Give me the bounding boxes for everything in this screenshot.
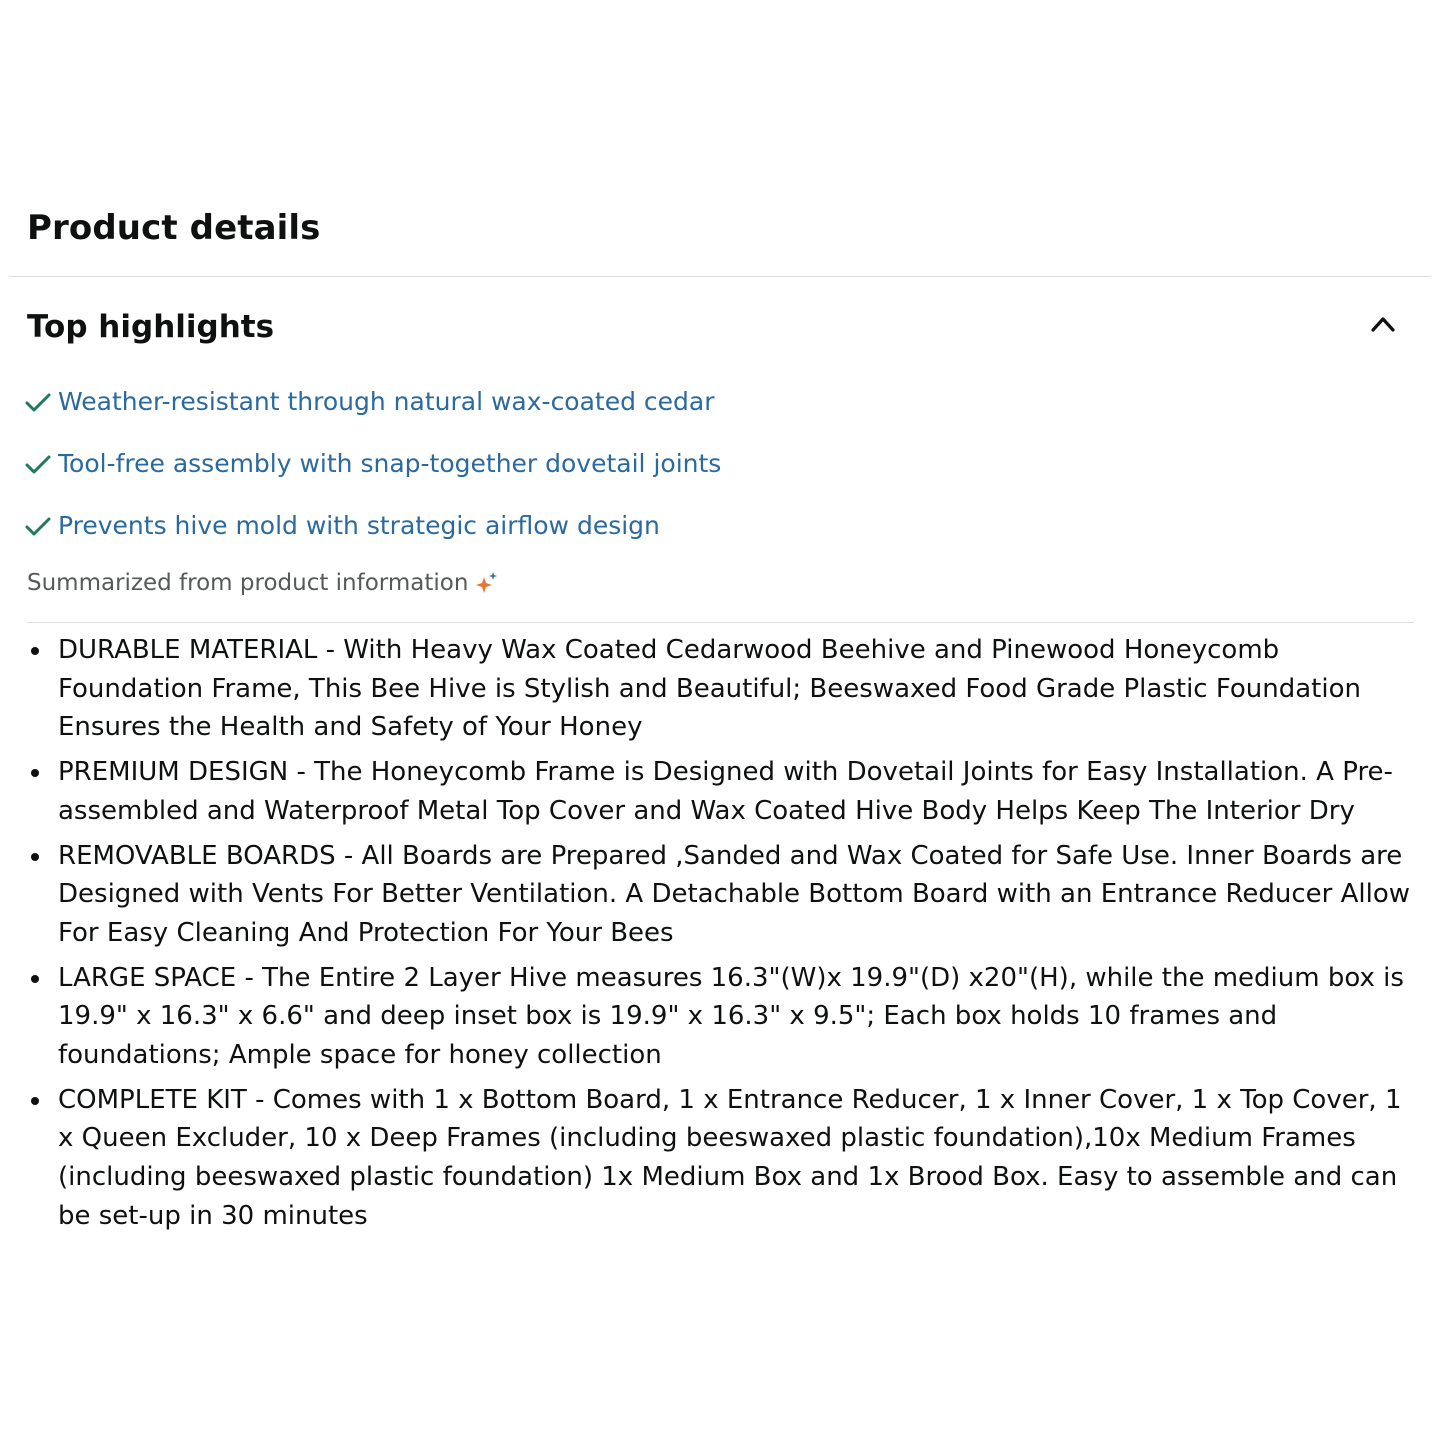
list-item: COMPLETE KIT - Comes with 1 x Bottom Board, 1 x Entrance Reducer, 1 x Inner Cover, 1 x Top Cover, 1 x Queen Excluder, 10 x Deep Frames (including beeswaxed plastic foundation),10x Medium Frames (including beeswaxed plastic foundation) 1x Medium Box and 1x Brood Box. Easy to assemble and can be set-up in 30 minutes bbox=[58, 1081, 1418, 1236]
page-title: Product details bbox=[27, 208, 321, 248]
check-icon bbox=[24, 450, 52, 478]
list-item: REMOVABLE BOARDS - All Boards are Prepared ,Sanded and Wax Coated for Safe Use. Inner Boards are Designed with Vents For Better Ventilation. A Detachable Bottom Board with an Entrance Reducer Allow For Easy Cleaning And Protection For Your Bees bbox=[58, 837, 1418, 953]
highlight-item[interactable] bbox=[24, 507, 721, 545]
check-icon bbox=[24, 512, 52, 540]
summary-note bbox=[27, 566, 500, 600]
highlights-list bbox=[24, 383, 721, 569]
feature-bullets bbox=[58, 631, 1418, 1242]
highlight-text[interactable]: Tool-free assembly with snap-together dovetail joints bbox=[58, 449, 722, 478]
summary-note-text: Summarized from product information bbox=[27, 570, 469, 596]
highlight-text[interactable]: Weather-resistant through natural wax-coated cedar bbox=[58, 387, 715, 416]
list-divider bbox=[27, 622, 1414, 623]
chevron-up-icon[interactable] bbox=[1365, 306, 1401, 342]
highlight-text[interactable]: Prevents hive mold with strategic airflow design bbox=[58, 511, 660, 540]
list-item: LARGE SPACE - The Entire 2 Layer Hive measures 16.3"(W)x 19.9"(D) x20"(H), while the medium box is 19.9" x 16.3" x 6.6" and deep inset box is 19.9" x 16.3" x 9.5"; Each box holds 10 frames and foundations; Ample space for honey collection bbox=[58, 959, 1418, 1075]
list-item: PREMIUM DESIGN - The Honeycomb Frame is Designed with Dovetail Joints for Easy Installation. A Pre-assembled and Waterproof Metal Top Cover and Wax Coated Hive Body Helps Keep The Interior Dry bbox=[58, 753, 1418, 830]
section-title: Top highlights bbox=[27, 309, 275, 345]
check-icon bbox=[24, 388, 52, 416]
sparkle-icon bbox=[474, 570, 500, 596]
list-item: DURABLE MATERIAL - With Heavy Wax Coated Cedarwood Beehive and Pinewood Honeycomb Foundation Frame, This Bee Hive is Stylish and Beautiful; Beeswaxed Food Grade Plastic Foundation Ensures the Health and Safety of Your Honey bbox=[58, 631, 1418, 747]
highlight-item[interactable] bbox=[24, 383, 721, 421]
title-divider bbox=[9, 276, 1431, 277]
highlight-item[interactable] bbox=[24, 445, 721, 483]
top-highlights-header[interactable] bbox=[27, 304, 1407, 350]
